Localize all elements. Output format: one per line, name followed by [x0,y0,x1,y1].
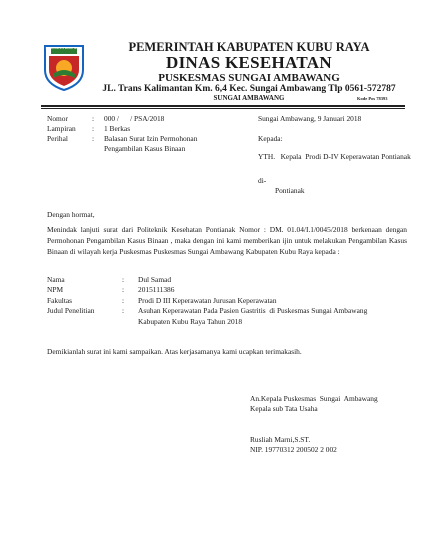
closing-sentence: Demikianlah surat ini kami sampaikan. Atas kerjasamanya kami ucapkan terimakasih. [47,347,302,356]
field-judul-label: Judul Penelitian [47,306,95,315]
field-npm-label: NPM [47,285,64,294]
field-judul-value: Asuhan Keperawatan Pada Pasien Gastritis di Puskesmas Sungai Ambawang [138,306,368,315]
field-npm-sep: : [122,285,125,294]
body-paragraph: Menindak lanjuti surat dari Politeknik Kesehatan Pontianak Nomor : DM. 01.04/I.1/0045/2018 berkenaan dengan Permohonan Pengambilan Kasus Binaan , maka dengan ini kami memberikan ijin untuk melakukan Pengambilan Kasus Binaan di wilayah kerja Puskesmas Puskesmas Sungai Ambawang Kabupaten Kubu Raya kepada : [47,225,407,256]
field-fakultas-label: Fakultas [47,296,73,305]
logo-text: KABUPATEN KUBU RAYA [45,46,83,50]
field-judul-sep: : [122,306,125,315]
header-city: SUNGAI AMBAWANG [213,94,285,102]
perihal-sep: : [92,134,95,143]
nomor-value: 000 / / PSA/2018 [104,114,165,123]
recipient-yth: YTH. Kepala Prodi D-IV Keperawatan Pontianak [258,152,411,161]
field-nama-value: Dul Samad [138,275,172,284]
signature-title-line1: An.Kepala Puskesmas Sungai Ambawang [250,394,378,403]
header-puskesmas: PUSKESMAS SUNGAI AMBAWANG [158,72,340,84]
signature-title-line2: Kepala sub Tata Usaha [250,404,318,413]
nomor-sep: : [92,114,95,123]
field-npm-value: 2015111386 [138,285,175,294]
lampiran-label: Lampiran [47,124,76,133]
nomor-label: Nomor [47,114,68,123]
perihal-value-line1: Balasan Surat Izin Permohonan [104,134,198,143]
recipient-place: Pontianak [275,186,305,195]
header-rule-thick [41,105,405,107]
lampiran-value: 1 Berkas [104,124,131,133]
header-address: JL. Trans Kalimantan Km. 6,4 Kec. Sungai Ambawang Tlp 0561-572787 [102,84,396,94]
perihal-label: Perihal [47,134,68,143]
header-department: DINAS KESEHATAN [166,53,332,72]
perihal-value-line2: Pengambilan Kasus Binaan [104,144,186,153]
header-government: PEMERINTAH KABUPATEN KUBU RAYA [128,40,370,54]
header-rule-thin [41,108,405,109]
field-judul-value-line2: Kabupaten Kubu Raya Tahun 2018 [138,317,243,326]
field-nama-label: Nama [47,275,65,284]
kepada-label: Kepada: [258,134,283,143]
signature-nip: NIP. 19770312 200502 2 002 [250,445,337,454]
signature-name: Rusliah Marni,S.ST. [250,435,311,444]
letter-date: Sungai Ambawang, 9 Januari 2018 [258,114,362,123]
field-nama-sep: : [122,275,125,284]
lampiran-sep: : [92,124,95,133]
header-postal-code: Kode Pos 78393 [357,96,388,101]
recipient-di: di- [258,176,267,185]
greeting: Dengan hormat, [47,210,95,219]
field-fakultas-value: Prodi D III Keperawatan Jurusan Keperawatan [138,296,277,305]
field-fakultas-sep: : [122,296,125,305]
